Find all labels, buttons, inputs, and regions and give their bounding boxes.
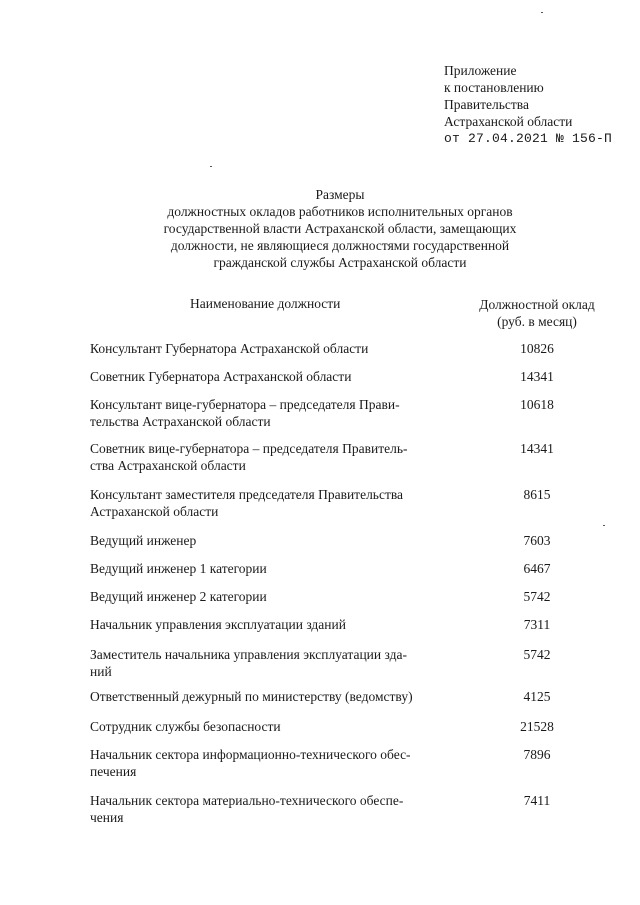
salary-value: 14341 — [520, 369, 554, 384]
position-name-line: Астраханской области — [90, 504, 219, 519]
salary-value: 14341 — [520, 441, 554, 456]
salary-value: 7311 — [523, 617, 551, 632]
column-header-salary-line: (руб. в месяц) — [497, 314, 577, 329]
table-row — [90, 616, 590, 633]
table-row — [90, 340, 590, 357]
table-row — [90, 792, 590, 826]
position-name — [90, 486, 460, 520]
column-header-position: Наименование должности — [190, 296, 341, 311]
position-name-line: печения — [90, 764, 137, 779]
scan-speck — [541, 12, 543, 13]
position-name-line: Начальник управления эксплуатации зданий — [90, 617, 346, 632]
salary-value: 7896 — [523, 747, 551, 762]
position-name-line: Ответственный дежурный по министерству (ведомству) — [90, 689, 413, 704]
column-header-salary-line: Должностной оклад — [479, 297, 595, 312]
position-name — [90, 532, 460, 549]
position-name-line: Советник Губернатора Астраханской области — [90, 369, 352, 384]
table-row — [90, 688, 590, 705]
document-title — [90, 186, 590, 271]
table-row — [90, 440, 590, 474]
position-name — [90, 792, 460, 826]
position-name-line: Сотрудник службы безопасности — [90, 719, 281, 734]
salary-value: 7603 — [523, 533, 551, 548]
salary-value: 5742 — [523, 589, 551, 604]
salary-value: 21528 — [520, 719, 554, 734]
position-name-line: Консультант вице-губернатора – председателя Прави- — [90, 397, 400, 412]
position-name — [90, 560, 460, 577]
title-line: должностных окладов работников исполнительных органов — [167, 204, 513, 219]
position-name-line: Консультант Губернатора Астраханской области — [90, 341, 369, 356]
salary-value: 8615 — [523, 487, 551, 502]
position-name — [90, 616, 460, 633]
position-name — [90, 746, 460, 780]
appendix-header — [444, 62, 634, 147]
table-row — [90, 588, 590, 605]
position-name-line: Ведущий инженер — [90, 533, 197, 548]
scan-speck — [603, 525, 605, 526]
title-line: гражданской службы Астраханской области — [213, 255, 467, 270]
appendix-line: Правительства — [444, 97, 529, 112]
title-line: Размеры — [315, 187, 365, 202]
position-name — [90, 718, 460, 735]
column-header-salary — [462, 296, 612, 330]
position-name — [90, 368, 460, 385]
appendix-line: к постановлению — [444, 80, 544, 95]
table-row — [90, 560, 590, 577]
appendix-line: Приложение — [444, 63, 517, 78]
table-row — [90, 396, 590, 430]
position-name-line: Начальник сектора материально-технического обеспе- — [90, 793, 404, 808]
salary-value: 4125 — [523, 689, 551, 704]
position-name-line: ства Астраханской области — [90, 458, 246, 473]
position-name-line: Ведущий инженер 2 категории — [90, 589, 267, 604]
table-row — [90, 532, 590, 549]
appendix-date-line: от 27.04.2021 № 156-П — [444, 131, 613, 146]
salary-value: 10618 — [520, 397, 554, 412]
position-name-line: ний — [90, 664, 112, 679]
position-name-line: Начальник сектора информационно-технического обес- — [90, 747, 411, 762]
table-row — [90, 368, 590, 385]
position-name — [90, 340, 460, 357]
position-name — [90, 588, 460, 605]
table-row — [90, 646, 590, 680]
title-line: должности, не являющиеся должностями государственной — [170, 238, 510, 253]
salary-value: 6467 — [523, 561, 551, 576]
position-name-line: Консультант заместителя председателя Правительства — [90, 487, 404, 502]
position-name — [90, 440, 460, 474]
salary-value: 5742 — [523, 647, 551, 662]
position-name-line: Заместитель начальника управления эксплуатации зда- — [90, 647, 407, 662]
position-name-line: Ведущий инженер 1 категории — [90, 561, 267, 576]
table-row — [90, 746, 590, 780]
salary-value: 10826 — [520, 341, 554, 356]
table-row — [90, 486, 590, 520]
position-name — [90, 646, 460, 680]
table-row — [90, 718, 590, 735]
position-name-line: чения — [90, 810, 124, 825]
position-name — [90, 688, 460, 705]
title-line: государственной власти Астраханской области, замещающих — [163, 221, 517, 236]
position-name-line: тельства Астраханской области — [90, 414, 271, 429]
appendix-line: Астраханской области — [444, 114, 573, 129]
position-name — [90, 396, 460, 430]
salary-value: 7411 — [523, 793, 551, 808]
position-name-line: Советник вице-губернатора – председателя Правитель- — [90, 441, 408, 456]
scan-speck — [210, 166, 212, 167]
